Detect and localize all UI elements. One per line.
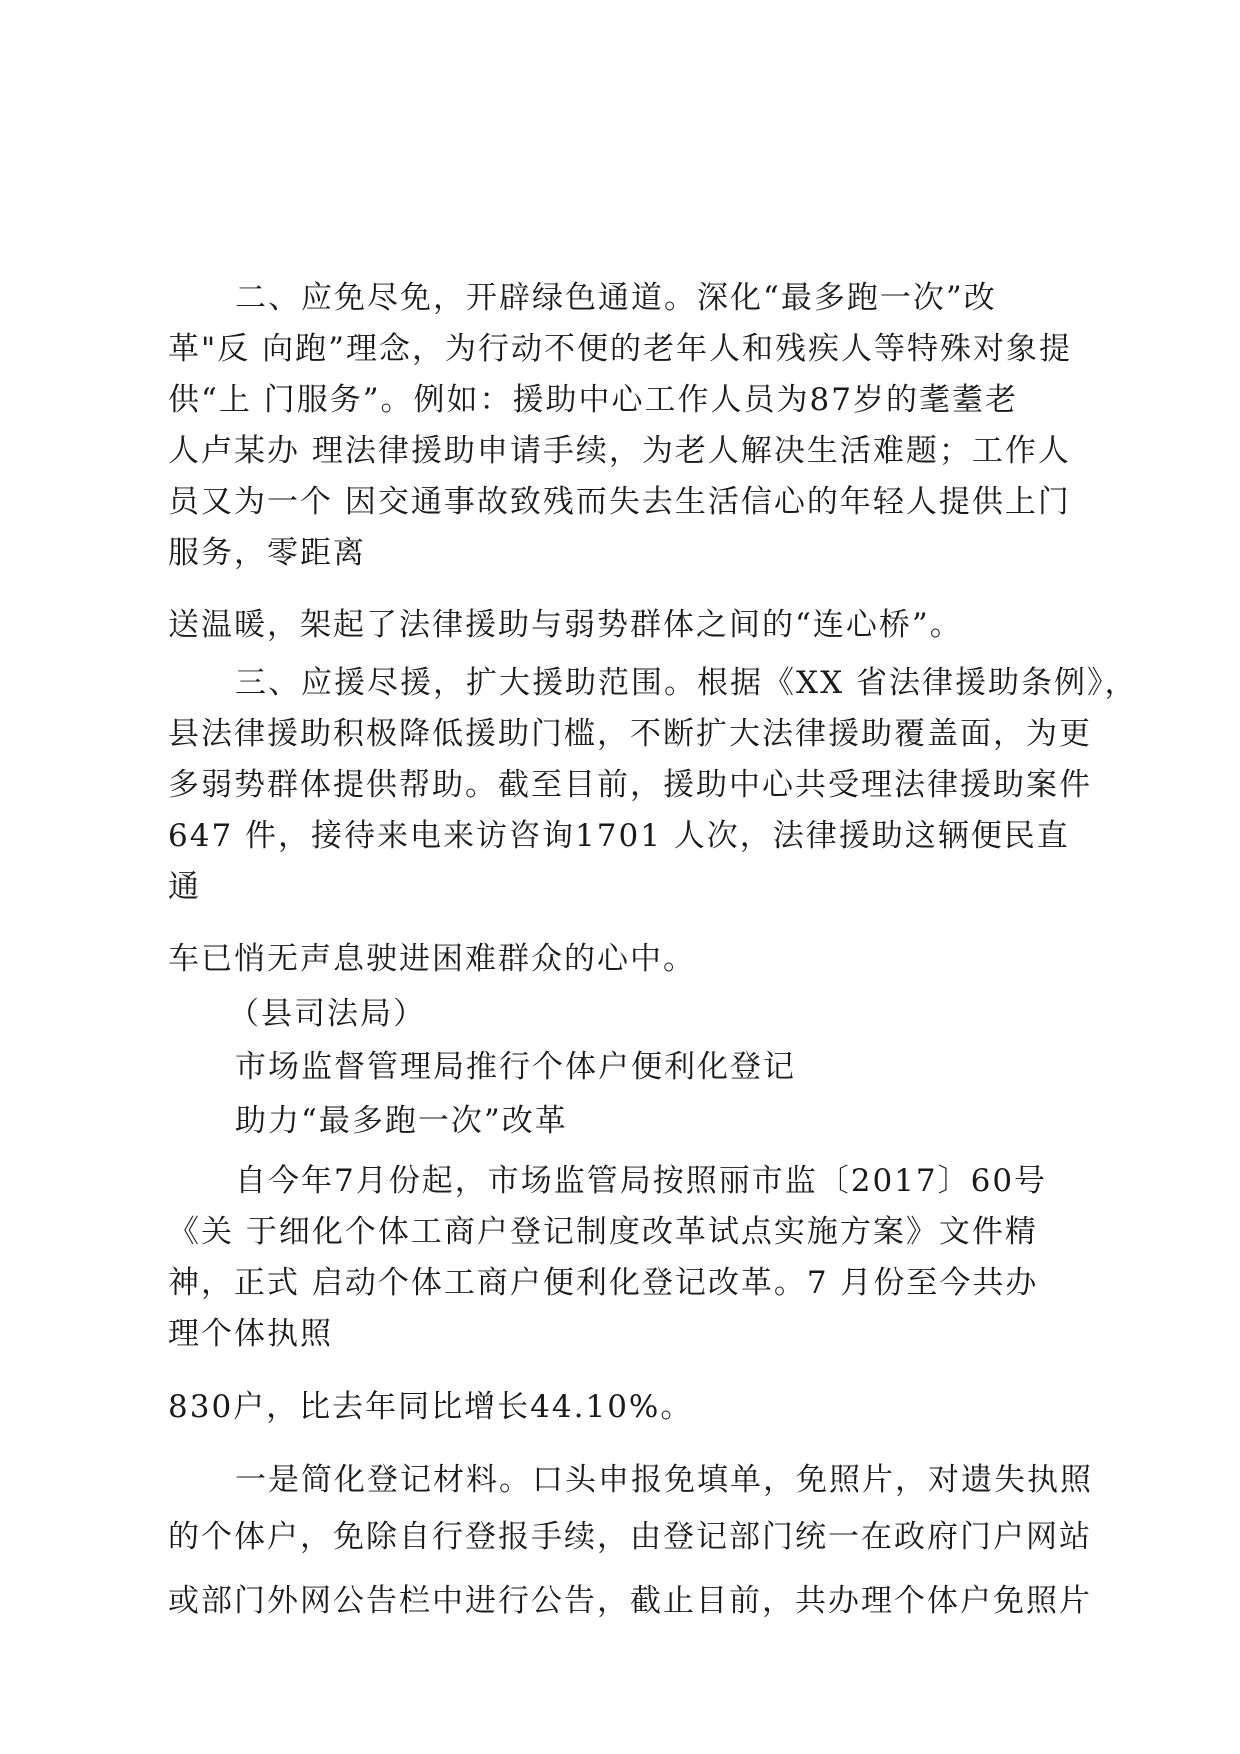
paragraph-line: 二、应免尽免，开辟绿色通道。深化“最多跑一次”改 xyxy=(235,280,997,316)
paragraph-line: 送温暖，架起了法律援助与弱势群体之间的“连心桥”。 xyxy=(168,607,963,643)
paragraph-line: 车已悄无声息驶进困难群众的心中。 xyxy=(168,941,696,977)
paragraph-line: 的个体户，免除自行登报手续，由登记部门统一在政府门户网站 xyxy=(168,1519,1092,1555)
paragraph-line: 三、应援尽援，扩大援助范围。根据《XX 省法律援助条例》， xyxy=(235,665,1138,701)
paragraph-line: 理个体执照 xyxy=(168,1316,333,1352)
paragraph-line: 自今年7月份起，市场监管局按照丽市监〔2017〕60号 xyxy=(235,1163,1048,1199)
paragraph-line: 一是简化登记材料。口头申报免填单，免照片，对遗失执照 xyxy=(235,1462,1093,1498)
paragraph-line: 通 xyxy=(168,869,201,905)
paragraph-line: 人卢某办 理法律援助申请手续，为老人解决生活难题；工作人 xyxy=(168,433,1071,469)
source-note: （县司法局） xyxy=(228,996,426,1032)
paragraph-line: 830户，比去年同比增长44.10%。 xyxy=(168,1389,694,1425)
paragraph-line: 员又为一个 因交通事故致残而失去生活信心的年轻人提供上门 xyxy=(168,484,1071,520)
paragraph-line: 供“上 门服务”。例如：援助中心工作人员为87岁的耄耋老 xyxy=(168,382,1018,418)
paragraph-line: 县法律援助积极降低援助门槛，不断扩大法律援助覆盖面，为更 xyxy=(168,716,1092,752)
paragraph-line: 或部门外网公告栏中进行公告，截止目前，共办理个体户免照片 xyxy=(168,1583,1092,1619)
paragraph-line: 《关 于细化个体工商户登记制度改革试点实施方案》文件精 xyxy=(168,1214,1038,1250)
article-title-line-2: 助力“最多跑一次”改革 xyxy=(235,1103,568,1139)
article-title-line-1: 市场监督管理局推行个体户便利化登记 xyxy=(235,1049,796,1085)
paragraph-line: 647 件，接待来电来访咨询1701 人次，法律援助这辆便民直 xyxy=(168,818,1070,854)
paragraph-line: 服务，零距离 xyxy=(168,535,366,571)
paragraph-line: 神，正式 启动个体工商户便利化登记改革。7 月份至今共办 xyxy=(168,1265,1039,1301)
paragraph-line: 革"反 向跑”理念，为行动不便的老年人和残疾人等特殊对象提 xyxy=(168,331,1072,367)
paragraph-line: 多弱势群体提供帮助。截至目前，援助中心共受理法律援助案件 xyxy=(168,767,1092,803)
